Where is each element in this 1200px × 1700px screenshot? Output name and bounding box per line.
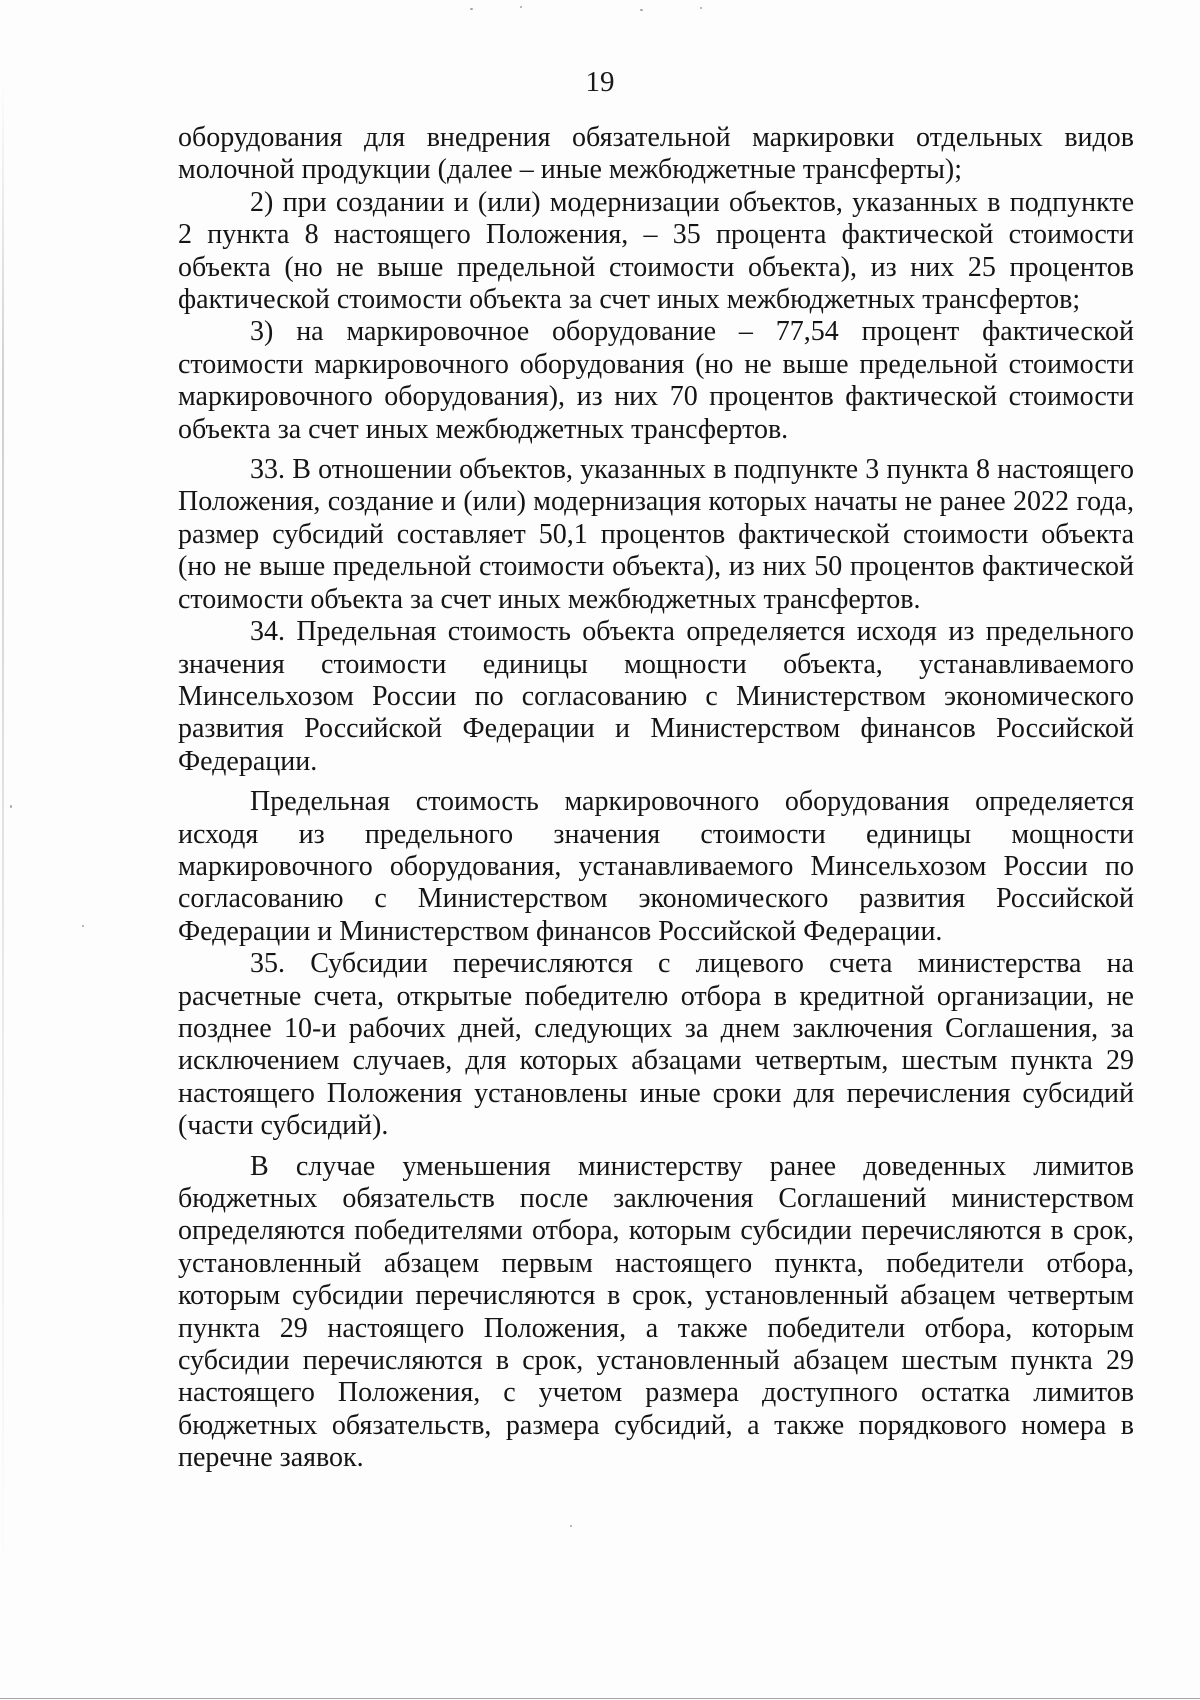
document-body bbox=[178, 122, 1134, 1475]
scan-speck bbox=[700, 7, 702, 9]
scan-edge-left bbox=[2, 80, 4, 1600]
paragraph-marking-equipment-cost: Предельная стоимость маркировочного оборудования определяется исходя из предельного значения стоимости единицы мощности маркировочного оборудования, устанавливаемого Минсельхозом России по согласованию с Министерством экономического развития Российской Федерации и Министерством финансов Российской Федерации. bbox=[178, 786, 1134, 947]
scan-speck bbox=[570, 1525, 572, 1527]
scan-speck bbox=[640, 9, 643, 11]
scan-speck bbox=[10, 805, 12, 808]
paragraph-limits-reduction: В случае уменьшения министерству ранее доведенных лимитов бюджетных обязательств после заключения Соглашений министерством определяются победителями отбора, которым субсидии перечисляются в срок, установленный абзацем первым настоящего пункта, победители отбора, которым субсидии перечисляются в срок, установленный абзацем четвертым пункта 29 настоящего Положения, а также победители отбора, которым субсидии перечисляются в срок, установленный абзацем шестым пункта 29 настоящего Положения, с учетом размера доступного остатка лимитов бюджетных обязательств, размера субсидий, а также порядкового номера в перечне заявок. bbox=[178, 1150, 1134, 1474]
scan-edge-bottom bbox=[0, 1698, 1200, 1699]
scan-speck bbox=[520, 6, 522, 8]
paragraph-clause-35: 35. Субсидии перечисляются с лицевого счета министерства на расчетные счета, открытые победителю отбора в кредитной организации, не позднее 10-и рабочих дней, следующих за днем заключения Соглашения, за исключением случаев, для которых абзацами четвертым, шестым пункта 29 настоящего Положения установлены иные сроки для перечисления субсидий (части субсидий). bbox=[178, 948, 1134, 1142]
paragraph-subitem-2: 2) при создании и (или) модернизации объектов, указанных в подпункте 2 пункта 8 настоящего Положения, – 35 процента фактической стоимости объекта (но не выше предельной стоимости объекта), из них 25 процентов фактической стоимости объекта за счет иных межбюджетных трансфертов; bbox=[178, 186, 1134, 316]
paragraph-clause-34: 34. Предельная стоимость объекта определяется исходя из предельного значения стоимости единицы мощности объекта, устанавливаемого Минсельхозом России по согласованию с Министерством экономического развития Российской Федерации и Министерством финансов Российской Федерации. bbox=[178, 616, 1134, 777]
scan-speck bbox=[470, 8, 473, 10]
scan-speck bbox=[82, 925, 84, 927]
paragraph-subitem-3: 3) на маркировочное оборудование – 77,54 процент фактической стоимости маркировочного оборудования (но не выше предельной стоимости маркировочного оборудования), из них 70 процентов фактической стоимости объекта за счет иных межбюджетных трансфертов. bbox=[178, 316, 1134, 445]
page-number: 19 bbox=[585, 66, 615, 98]
paragraph-clause-33: 33. В отношении объектов, указанных в подпункте 3 пункта 8 настоящего Положения, создание и (или) модернизация которых начаты не ранее 2022 года, размер субсидий составляет 50,1 процентов фактической стоимости объекта (но не выше предельной стоимости объекта), из них 50 процентов фактической стоимости объекта за счет иных межбюджетных трансфертов. bbox=[178, 454, 1134, 615]
paragraph-continuation: оборудования для внедрения обязательной маркировки отдельных видов молочной продукции (далее – иные межбюджетные трансферты); bbox=[178, 122, 1134, 186]
